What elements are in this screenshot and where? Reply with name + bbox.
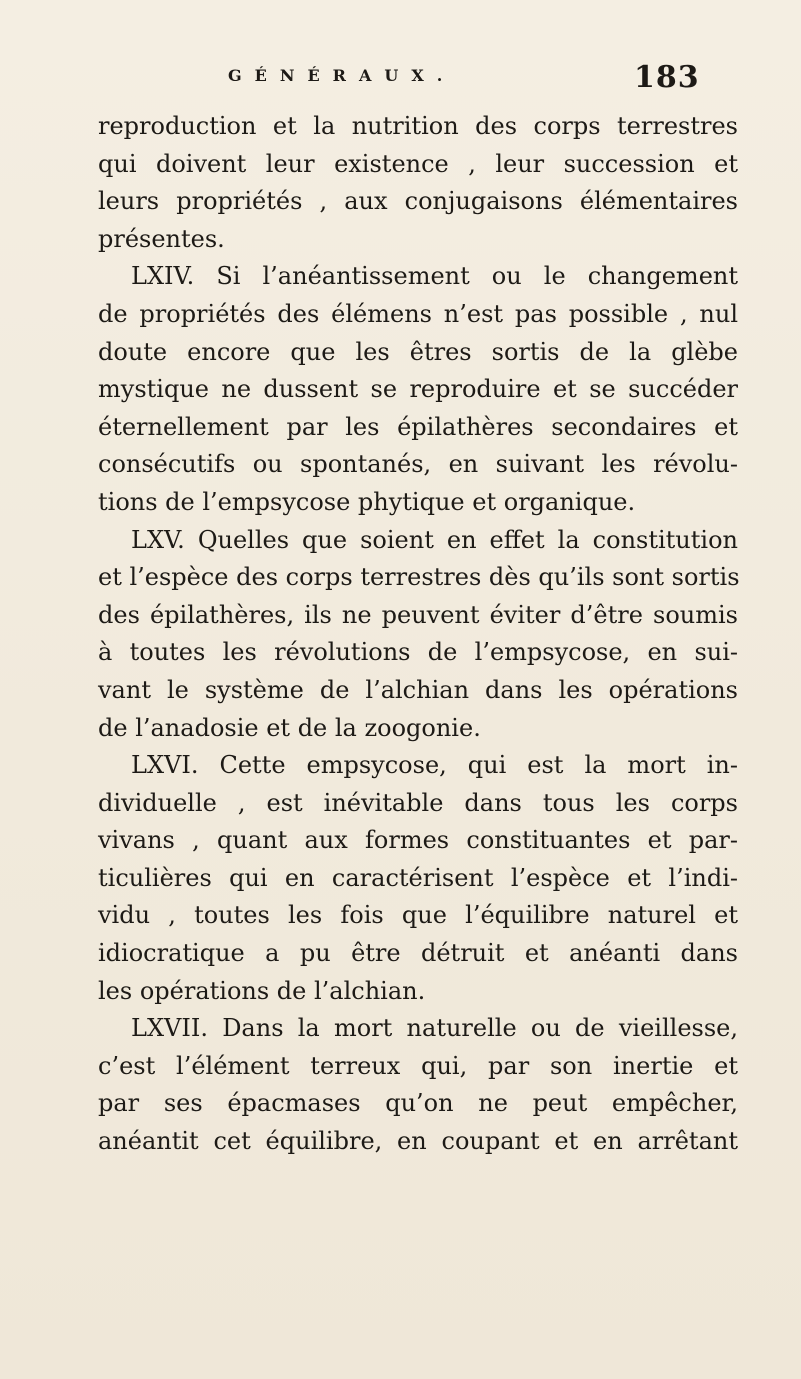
running-head-title: GÉNÉRAUX. — [228, 66, 456, 85]
text-line: de propriétés des élémens n’est pas possible , nul — [98, 299, 738, 328]
page-number: 183 — [634, 60, 700, 95]
text-line: leurs propriétés , aux conjugaisons élémentaires — [98, 187, 738, 216]
text-line: ticulières qui en caractérisent l’espèce et l’indi- — [98, 863, 738, 892]
text-line: vivans , quant aux formes constituantes et par- — [98, 826, 738, 855]
running-head — [0, 60, 801, 100]
text-line: tions de l’empsycose phytique et organique. — [98, 487, 636, 516]
text-line: c’est l’élément terreux qui, par son inertie et — [98, 1051, 738, 1080]
text-line: vant le système de l’alchian dans les opérations — [98, 675, 738, 704]
text-line: et l’espèce des corps terrestres dès qu’ils sont sortis — [98, 563, 740, 592]
text-line: à toutes les révolutions de l’empsycose, en sui- — [98, 638, 738, 667]
text-line: dividuelle , est inévitable dans tous les corps — [98, 788, 738, 817]
text-line: consécutifs ou spontanés, en suivant les révolu- — [98, 450, 738, 479]
text-line: par ses épacmases qu’on ne peut empêcher, — [98, 1089, 738, 1118]
text-line: doute encore que les êtres sortis de la glèbe — [98, 337, 738, 366]
text-line: LXVII. Dans la mort naturelle ou de vieillesse, — [131, 1014, 738, 1043]
text-line: LXIV. Si l’anéantissement ou le changement — [131, 262, 738, 291]
text-line: mystique ne dussent se reproduire et se succéder — [98, 375, 738, 404]
text-line: anéantit cet équilibre, en coupant et en arrêtant — [98, 1127, 738, 1156]
text-line: LXV. Quelles que soient en effet la constitution — [131, 525, 738, 554]
text-line: vidu , toutes les fois que l’équilibre naturel et — [98, 901, 738, 930]
text-line: de l’anadosie et de la zoogonie. — [98, 713, 481, 742]
text-line: des épilathères, ils ne peuvent éviter d’être soumis — [98, 600, 738, 629]
text-line: idiocratique a pu être détruit et anéanti dans — [98, 939, 738, 968]
text-line: présentes. — [98, 224, 225, 253]
text-line: éternellement par les épilathères secondaires et — [98, 412, 738, 441]
text-line: qui doivent leur existence , leur succession et — [98, 149, 738, 178]
text-line: les opérations de l’alchian. — [98, 976, 426, 1005]
text-line: LXVI. Cette empsycose, qui est la mort in- — [131, 751, 738, 780]
text-line: reproduction et la nutrition des corps terrestres — [98, 112, 738, 140]
body-text — [98, 108, 738, 1161]
